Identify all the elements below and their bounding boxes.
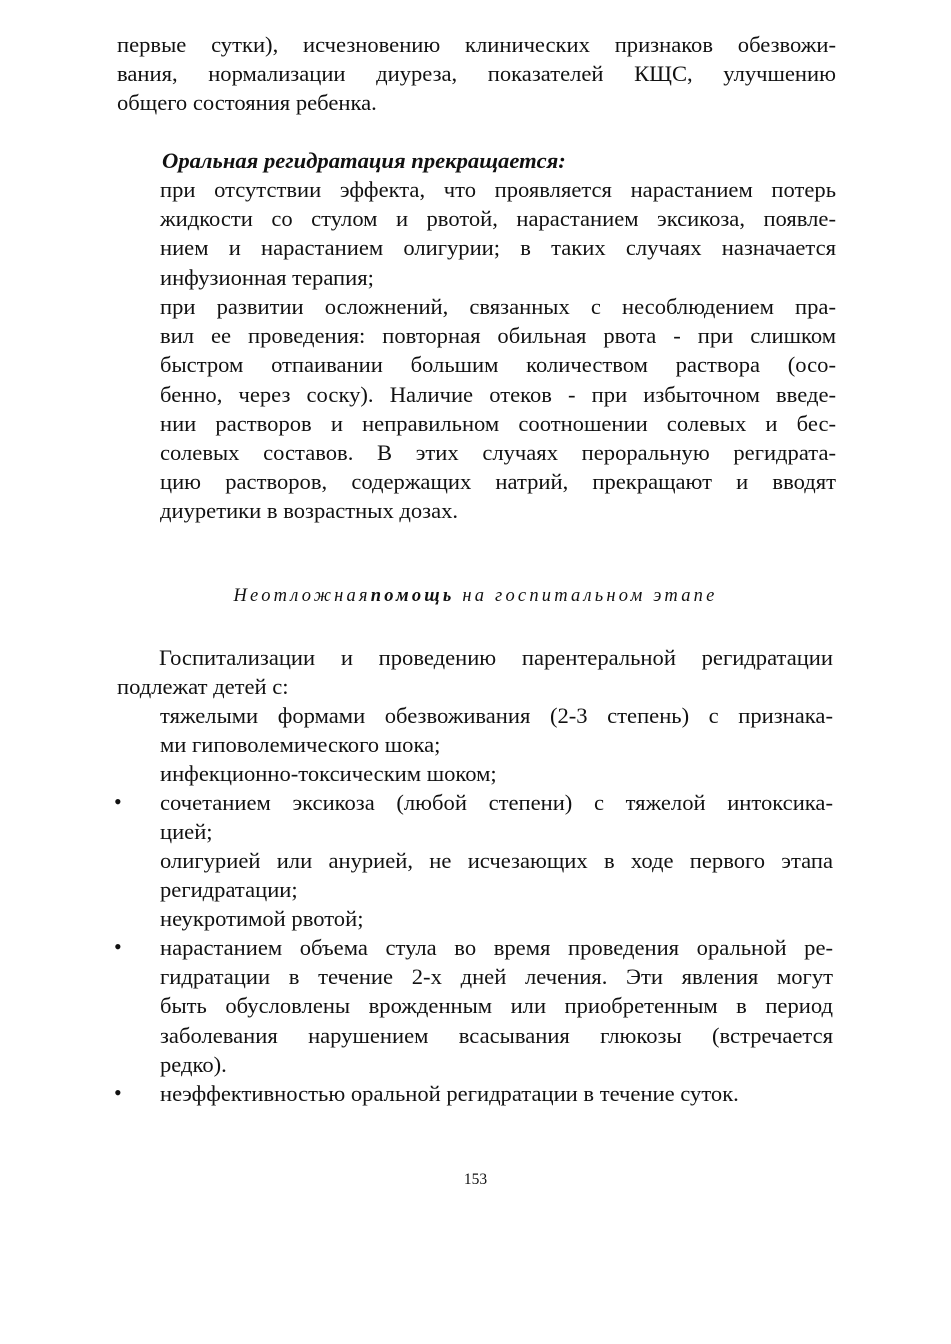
text-line: первые сутки), исчезновению клинических признаков обезвожи- xyxy=(117,32,836,57)
text-line: регидратации; xyxy=(160,877,298,903)
text-line: инфузионная терапия; xyxy=(160,264,374,290)
text-line: нием и нарастанием олигурии; в таких случаях назначается xyxy=(160,235,836,261)
hosp-item-7 xyxy=(160,1079,833,1108)
text-line: диуретики в возрастных дозах. xyxy=(160,498,459,524)
text-line: ми гиповолемического шока; xyxy=(160,732,441,758)
text-line: цией; xyxy=(160,819,213,845)
text-line: гидратации в течение 2-х дней лечения. Эти явления могут xyxy=(160,964,833,990)
text-line: неукротимой рвотой; xyxy=(160,906,364,931)
text-line: при развитии осложнений, связанных с несоблюдением пра- xyxy=(160,294,836,319)
hosp-item-4 xyxy=(160,846,833,904)
text-line: неэффективностью оральной регидратации в течение суток. xyxy=(160,1081,739,1106)
bullet-marker: • xyxy=(114,1080,122,1105)
text-line: тяжелыми формами обезвоживания (2-3 степень) с признака- xyxy=(160,703,833,728)
hosp-item-5 xyxy=(160,904,833,933)
text-line: олигурией или анурией, не исчезающих в ходе первого этапа xyxy=(160,848,833,873)
text-line: жидкости со стулом и рвотой, нарастанием эксикоза, появле- xyxy=(160,206,836,232)
stop-heading: Оральная регидратация прекращается: xyxy=(162,148,566,173)
section-heading-part: Неотложная xyxy=(233,586,371,606)
page-number: 153 xyxy=(463,1171,488,1188)
hosp-item-6 xyxy=(160,933,833,1079)
section-heading xyxy=(0,586,951,607)
section-heading-part: на госпитальном этапе xyxy=(462,586,718,606)
text-line: подлежат детей с: xyxy=(117,674,289,700)
text-line: инфекционно-токсическим шоком; xyxy=(160,761,497,786)
text-line: вил ее проведения: повторная обильная рвота - при слишком xyxy=(160,323,836,349)
text-line: заболевания нарушением всасывания глюкозы (встречается xyxy=(160,1022,833,1048)
section-heading-emphasis: помощь xyxy=(370,586,455,606)
text-line: быть обусловлены врожденным или приобретенным в период xyxy=(160,993,833,1019)
text-line: при отсутствии эффекта, что проявляется нарастанием потерь xyxy=(160,177,836,202)
text-line: нии растворов и неправильном соотношении солевых и бес- xyxy=(160,410,836,436)
hosp-item-1 xyxy=(160,701,833,759)
bullet-marker: • xyxy=(114,934,122,959)
text-line: общего состояния ребенка. xyxy=(117,90,377,116)
hosp-item-3 xyxy=(160,788,833,846)
hosp-item-2 xyxy=(160,759,833,788)
stop-item-2 xyxy=(160,292,836,526)
text-line: бенно, через соску). Наличие отеков - при избыточном введе- xyxy=(160,381,836,407)
hosp-intro-paragraph xyxy=(117,643,833,701)
text-line: солевых составов. В этих случаях пероральную регидрата- xyxy=(160,439,836,465)
text-line: сочетанием эксикоза (любой степени) с тяжелой интоксика- xyxy=(160,790,833,815)
text-line: Госпитализации и проведению парентеральной регидратации xyxy=(159,645,833,670)
text-line: быстром отпаивании большим количеством раствора (осо- xyxy=(160,352,836,378)
text-line: вания, нормализации диуреза, показателей КЩС, улучшению xyxy=(117,61,836,87)
text-line: цию растворов, содержащих натрий, прекращают и вводят xyxy=(160,469,836,495)
stop-item-1 xyxy=(160,175,836,292)
text-line: редко). xyxy=(160,1051,227,1077)
text-line: нарастанием объема стула во время проведения оральной ре- xyxy=(160,935,833,960)
intro-paragraph xyxy=(117,30,836,118)
bullet-marker: • xyxy=(114,789,122,814)
